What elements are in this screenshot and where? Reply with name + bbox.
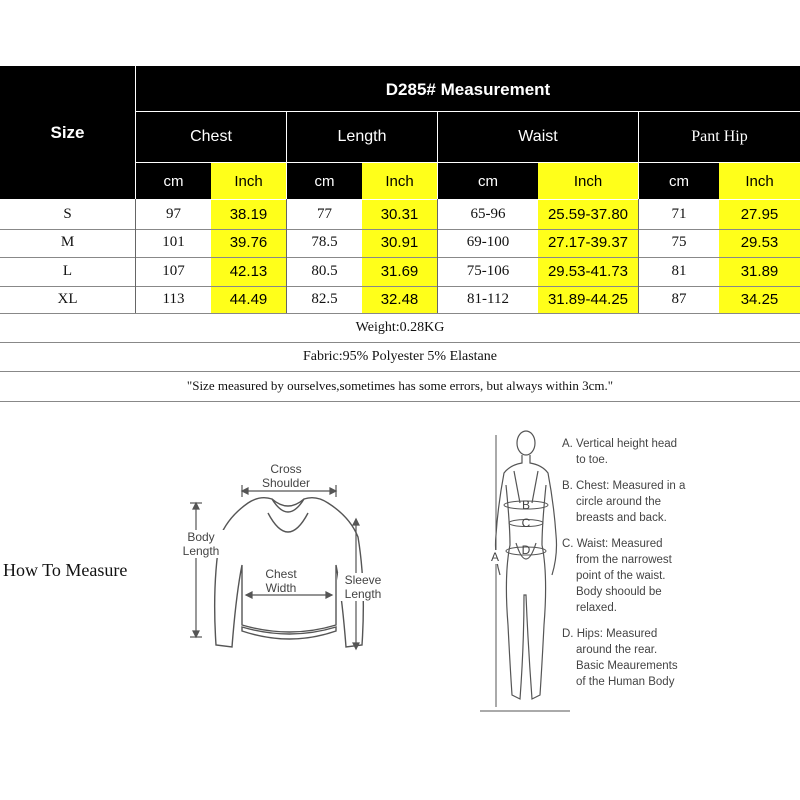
table-cell: 30.31 [362, 200, 437, 229]
size-header: Size [50, 122, 85, 142]
table-cell: 27.17-39.37 [538, 229, 638, 258]
size-cell: S [63, 205, 72, 222]
table-cell: 39.76 [211, 229, 286, 258]
size-cell: M [60, 234, 75, 251]
note-d: D. Hips: Measured around the rear. Basic Meaurements of the Human Body [562, 628, 678, 688]
how-to-measure-label: How To Measure [3, 560, 128, 580]
fabric-text: Fabric:95% Polyester 5% Elastane [302, 348, 497, 364]
group-length: Length [337, 128, 387, 145]
table-cell: 31.69 [362, 257, 437, 286]
table-title: D285# Measurement [385, 80, 551, 99]
table-cell: 42.13 [211, 257, 286, 286]
table-cell: 81-112 [467, 291, 509, 308]
group-chest: Chest [190, 128, 232, 145]
table-cell: 78.5 [311, 234, 338, 251]
table-cell: 27.95 [719, 200, 800, 229]
table-cell: 31.89 [719, 257, 800, 286]
group-pant-hip: Pant Hip [691, 128, 748, 145]
table-cell: 77 [317, 205, 332, 222]
table-cell: 31.89-44.25 [538, 286, 638, 315]
sleeve-length-label: Sleeve Length [338, 573, 388, 601]
table-cell: 34.25 [719, 286, 800, 315]
table-cell: 75 [671, 234, 687, 251]
label-d: D [521, 543, 531, 557]
table-cell: 38.19 [211, 200, 286, 229]
body-figure-diagram [480, 425, 570, 715]
unit-inch: Inch [719, 163, 800, 199]
table-cell: 87 [671, 291, 687, 308]
body-length-label: Body Length [174, 530, 228, 558]
table-cell: 71 [671, 205, 687, 222]
table-cell: 69-100 [466, 234, 510, 251]
table-cell: 81 [671, 262, 687, 279]
note-b: B. Chest: Measured in a circle around the breasts and back. [562, 480, 686, 524]
table-cell: 82.5 [311, 291, 338, 308]
unit-cm: cm [163, 172, 184, 190]
table-cell: 25.59-37.80 [538, 200, 638, 229]
cross-shoulder-label: Cross Shoulder [261, 462, 311, 490]
table-cell: 80.5 [311, 262, 338, 279]
label-a: A [490, 550, 499, 564]
table-cell: 101 [162, 234, 185, 251]
table-cell: 65-96 [470, 205, 506, 222]
unit-cm: cm [669, 172, 689, 190]
unit-cm: cm [314, 172, 335, 190]
group-waist: Waist [518, 128, 558, 145]
unit-cm: cm [478, 172, 498, 190]
unit-inch: Inch [538, 163, 638, 199]
chest-width-label: Chest Width [265, 567, 297, 595]
note-c: C. Waist: Measured from the narrowest point of the waist. Body shoould be relaxed. [562, 538, 672, 614]
label-c: C [521, 516, 531, 530]
table-cell: 30.91 [362, 229, 437, 258]
table-cell: 32.48 [362, 286, 437, 315]
disclaimer-text: "Size measured by ourselves,sometimes has some errors, but always within 3cm." [186, 378, 614, 393]
table-cell: 29.53 [719, 229, 800, 258]
table-cell: 107 [162, 262, 185, 279]
unit-inch: Inch [211, 163, 286, 199]
table-cell: 113 [162, 291, 185, 308]
size-cell: L [62, 262, 73, 279]
measurement-notes [562, 436, 792, 690]
table-cell: 29.53-41.73 [538, 257, 638, 286]
table-cell: 97 [166, 205, 181, 222]
label-b: B [521, 498, 530, 512]
unit-inch: Inch [362, 163, 437, 199]
note-a: A. Vertical height head to toe. [562, 438, 678, 466]
size-cell: XL [57, 291, 78, 308]
weight-text: Weight:0.28KG [355, 319, 445, 335]
table-cell: 75-106 [466, 262, 510, 279]
table-cell: 44.49 [211, 286, 286, 315]
